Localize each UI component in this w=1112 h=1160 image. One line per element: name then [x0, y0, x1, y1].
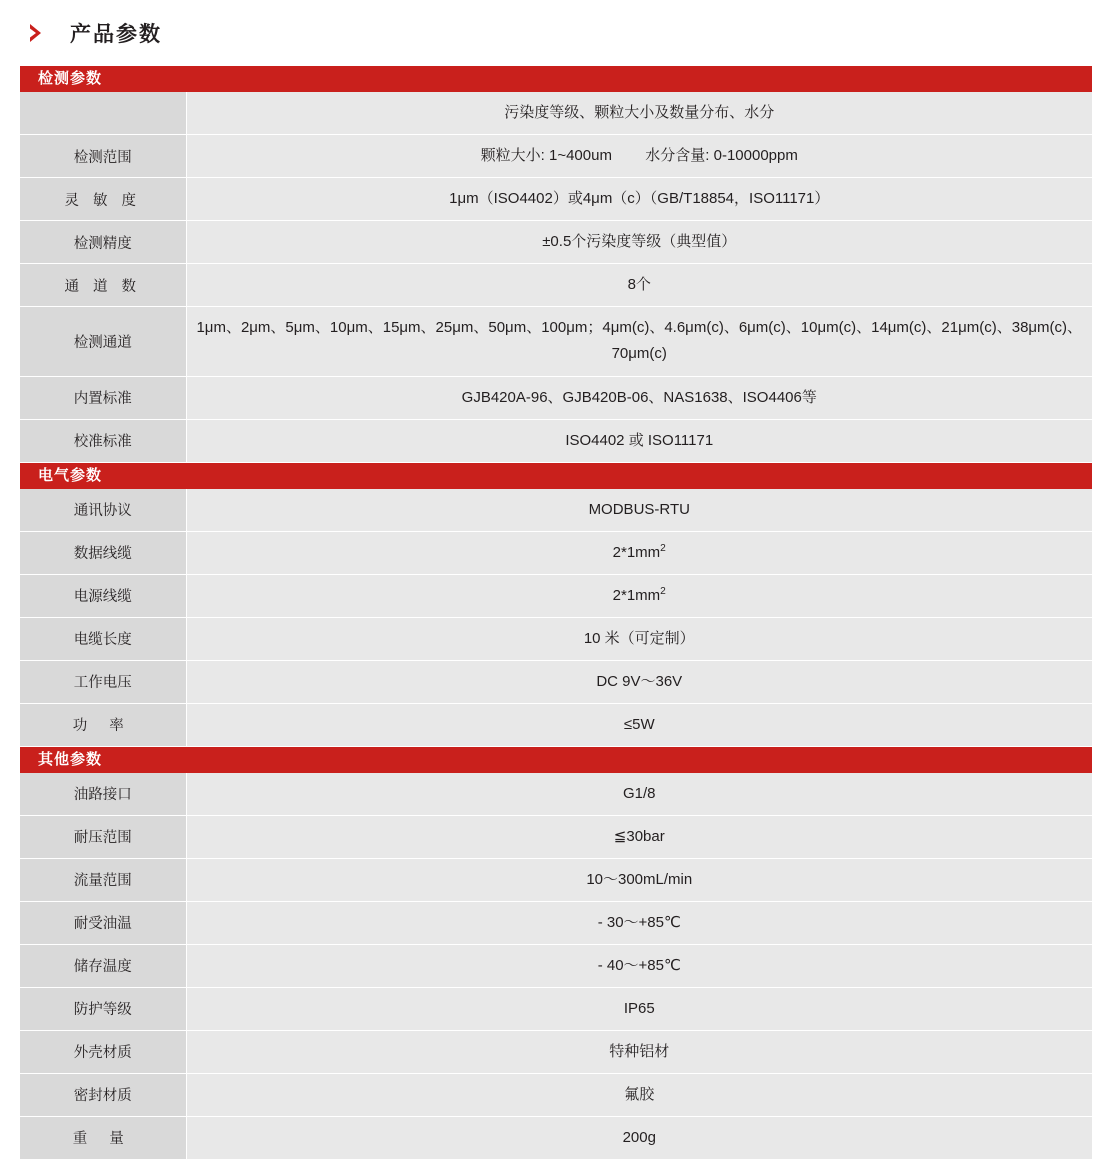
table-row: [20, 858, 1092, 901]
spec-value: 200g: [186, 1116, 1092, 1159]
section-header-label: 电气参数: [20, 462, 1092, 489]
spec-value: IP65: [186, 987, 1092, 1030]
section-header-label: 检测参数: [20, 66, 1092, 92]
table-row: [20, 815, 1092, 858]
table-row: [20, 376, 1092, 419]
spec-label: 流量范围: [20, 858, 186, 901]
spec-value: GJB420A-96、GJB420B-06、NAS1638、ISO4406等: [186, 376, 1092, 419]
spec-label: 重 量: [20, 1116, 186, 1159]
spec-value: 1μm、2μm、5μm、10μm、15μm、25μm、50μm、100μm；4μm(c)、4.6μm(c)、6μm(c)、10μm(c)、14μm(c)、21μm(c)、38μm(c)、70μm(c): [186, 307, 1092, 377]
spec-value-superscript: 2: [660, 585, 666, 597]
spec-value: - 40～+85℃: [186, 944, 1092, 987]
spec-label: 防护等级: [20, 987, 186, 1030]
spec-label: 储存温度: [20, 944, 186, 987]
spec-label: 密封材质: [20, 1073, 186, 1116]
spec-value: 氟胶: [186, 1073, 1092, 1116]
product-spec-table: [20, 66, 1092, 1160]
spec-label: 检测范围: [20, 135, 186, 178]
spec-label: 灵 敏 度: [20, 178, 186, 221]
table-row: [20, 617, 1092, 660]
section-header-row: [20, 746, 1092, 773]
spec-label: 检测精度: [20, 221, 186, 264]
spec-value: [186, 574, 1092, 617]
table-row: [20, 1116, 1092, 1159]
table-row: [20, 1073, 1092, 1116]
spec-value: 10～300mL/min: [186, 858, 1092, 901]
spec-label: 耐压范围: [20, 815, 186, 858]
spec-value-text: 2*1mm: [612, 586, 661, 604]
spec-value-superscript: 2: [660, 542, 666, 554]
spec-label: 电源线缆: [20, 574, 186, 617]
spec-value: 10 米（可定制）: [186, 617, 1092, 660]
table-row: [20, 773, 1092, 816]
spec-label: [20, 92, 186, 135]
spec-label: 校准标准: [20, 419, 186, 462]
spec-label: 检测通道: [20, 307, 186, 377]
spec-label: 外壳材质: [20, 1030, 186, 1073]
table-row: [20, 703, 1092, 746]
spec-value: G1/8: [186, 773, 1092, 816]
table-row: [20, 221, 1092, 264]
table-row: [20, 531, 1092, 574]
spec-table-body: [20, 66, 1092, 1159]
spec-label: 通 道 数: [20, 264, 186, 307]
spec-value: ≤5W: [186, 703, 1092, 746]
spec-label: 功 率: [20, 703, 186, 746]
section-header-row: [20, 462, 1092, 489]
section-header-row: [20, 66, 1092, 92]
spec-value: 污染度等级、颗粒大小及数量分布、水分: [186, 92, 1092, 135]
spec-value: ≦30bar: [186, 815, 1092, 858]
table-row: [20, 135, 1092, 178]
spec-value: ±0.5个污染度等级（典型值）: [186, 221, 1092, 264]
chevron-right-icon: [26, 22, 48, 44]
spec-label: 内置标准: [20, 376, 186, 419]
table-row: [20, 92, 1092, 135]
spec-value: MODBUS-RTU: [186, 489, 1092, 532]
page-title: 产品参数: [70, 23, 162, 46]
spec-label: 通讯协议: [20, 489, 186, 532]
table-row: [20, 901, 1092, 944]
table-row: [20, 660, 1092, 703]
spec-value: [186, 531, 1092, 574]
spec-label: 油路接口: [20, 773, 186, 816]
spec-label: 耐受油温: [20, 901, 186, 944]
spec-label: 电缆长度: [20, 617, 186, 660]
spec-value-text: 2*1mm: [612, 543, 661, 561]
table-row: [20, 574, 1092, 617]
table-row: [20, 987, 1092, 1030]
spec-value: ISO4402 或 ISO11171: [186, 419, 1092, 462]
spec-label: 数据线缆: [20, 531, 186, 574]
table-row: [20, 489, 1092, 532]
spec-value: 颗粒大小: 1~400um 水分含量: 0-10000ppm: [186, 135, 1092, 178]
table-row: [20, 178, 1092, 221]
spec-label: 工作电压: [20, 660, 186, 703]
spec-value: 特种铝材: [186, 1030, 1092, 1073]
table-row: [20, 944, 1092, 987]
table-row: [20, 264, 1092, 307]
table-row: [20, 307, 1092, 377]
table-row: [20, 1030, 1092, 1073]
section-header-label: 其他参数: [20, 746, 1092, 773]
spec-value: 8个: [186, 264, 1092, 307]
spec-value: - 30～+85℃: [186, 901, 1092, 944]
page-title-row: [20, 0, 1092, 66]
table-row: [20, 419, 1092, 462]
spec-value: DC 9V～36V: [186, 660, 1092, 703]
spec-value: 1μm（ISO4402）或4μm（c）（GB/T18854，ISO11171）: [186, 178, 1092, 221]
